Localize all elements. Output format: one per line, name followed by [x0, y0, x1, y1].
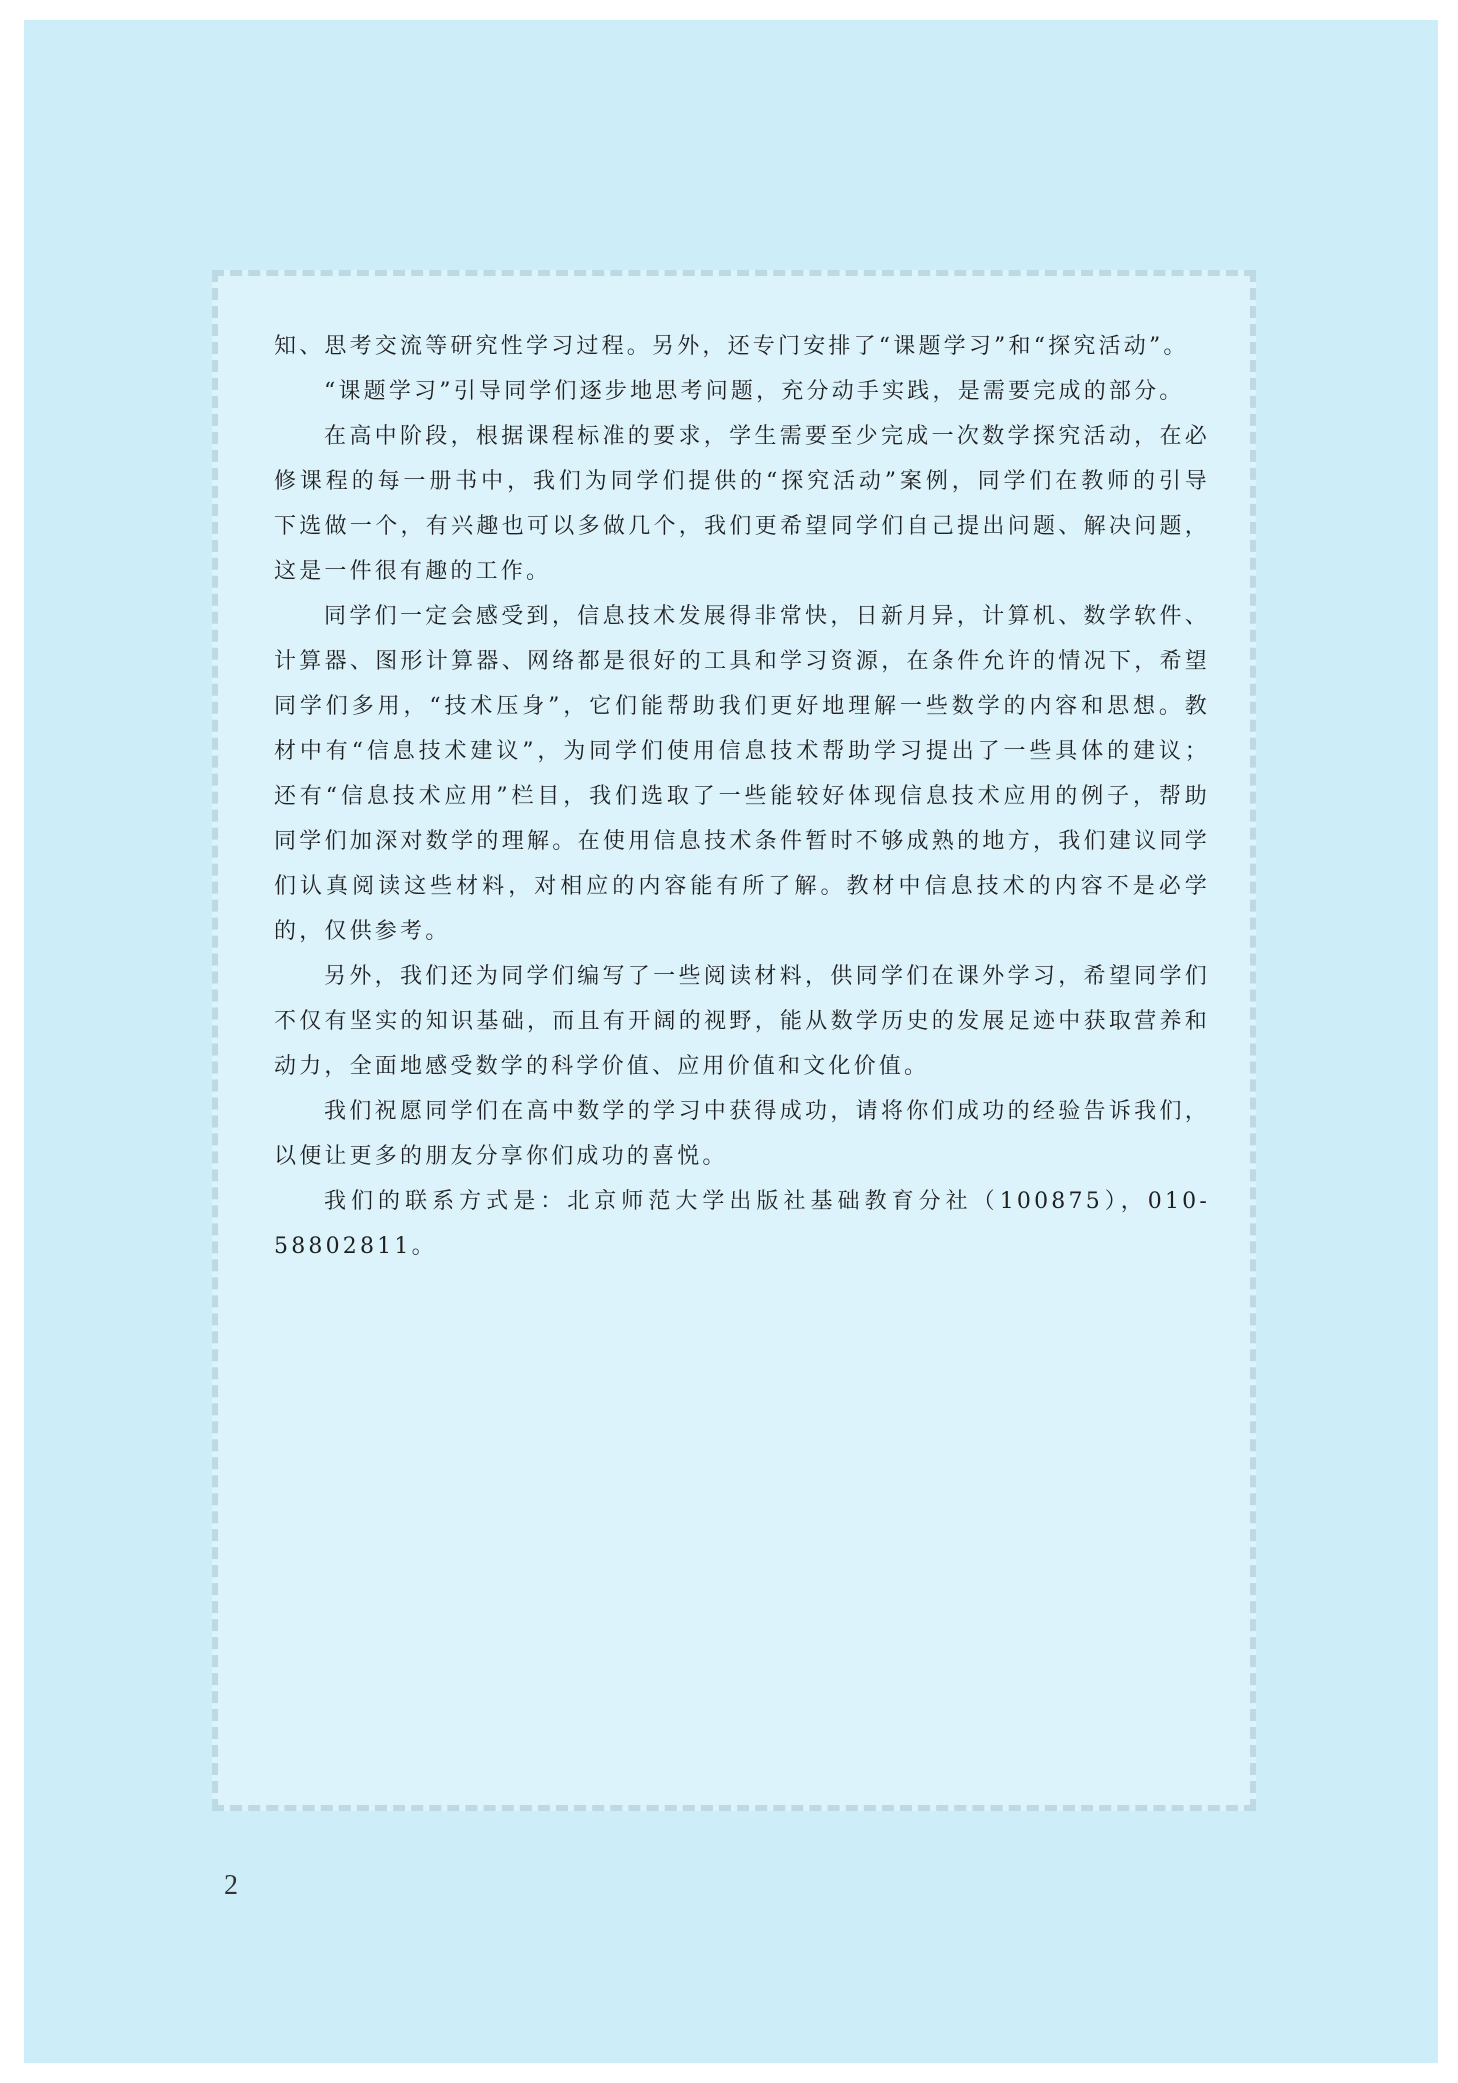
paragraph-3: 在高中阶段，根据课程标准的要求，学生需要至少完成一次数学探究活动，在必修课程的每一册书中，我们为同学们提供的“探究活动”案例，同学们在教师的引导下选做一个，有兴趣也可以多做几个，我们更希望同学们自己提出问题、解决问题，这是一件很有趣的工作。 — [274, 424, 1210, 584]
paragraph-6: 我们祝愿同学们在高中数学的学习中获得成功，请将你们成功的经验告诉我们，以便让更多的朋友分享你们成功的喜悦。 — [274, 1099, 1210, 1169]
page-number: 2 — [224, 1870, 238, 1901]
paragraph-4: 同学们一定会感受到，信息技术发展得非常快，日新月异，计算机、数学软件、计算器、图形计算器、网络都是很好的工具和学习资源，在条件允许的情况下，希望同学们多用，“技术压身”，它们能帮助我们更好地理解一些数学的内容和思想。教材中有“信息技术建议”，为同学们使用信息技术帮助学习提出了一些具体的建议；还有“信息技术应用”栏目，我们选取了一些能较好体现信息技术应用的例子，帮助同学们加深对数学的理解。在使用信息技术条件暂时不够成熟的地方，我们建议同学们认真阅读这些材料，对相应的内容能有所了解。教材中信息技术的内容不是必学的，仅供参考。 — [274, 604, 1210, 944]
text-panel — [212, 270, 1256, 1811]
paragraph-5: 另外，我们还为同学们编写了一些阅读材料，供同学们在课外学习，希望同学们不仅有坚实的知识基础，而且有开阔的视野，能从数学历史的发展足迹中获取营养和动力，全面地感受数学的科学价值、应用价值和文化价值。 — [274, 964, 1210, 1079]
paragraph-1: 知、思考交流等研究性学习过程。另外，还专门安排了“课题学习”和“探究活动”。 — [274, 334, 1189, 359]
paragraph-2: “课题学习”引导同学们逐步地思考问题，充分动手实践，是需要完成的部分。 — [324, 379, 1185, 404]
paragraph-7: 我们的联系方式是：北京师范大学出版社基础教育分社（100875），010-58802811。 — [274, 1189, 1210, 1259]
